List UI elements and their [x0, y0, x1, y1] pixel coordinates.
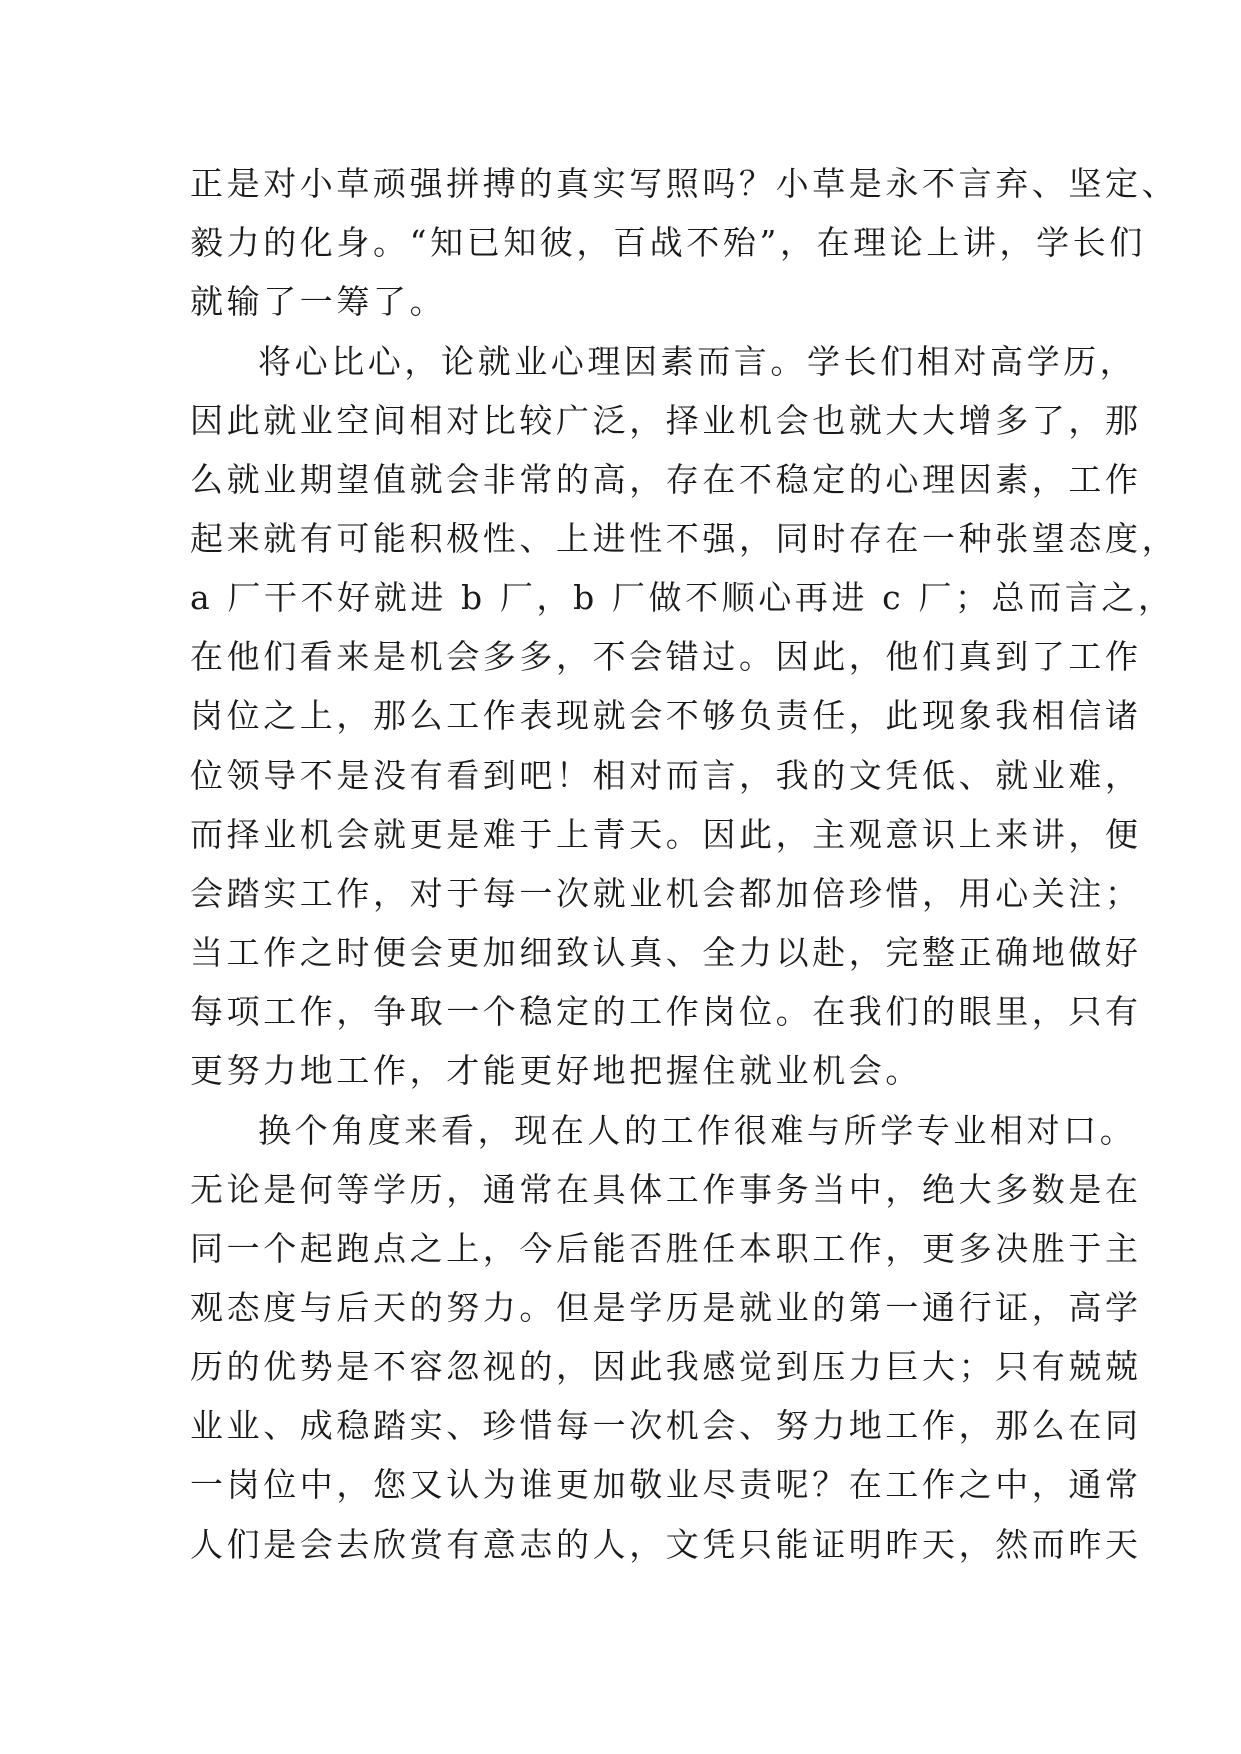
paragraph-first-line: 将心比心，论就业心理因素而言。学长们相对高学历， — [258, 342, 1137, 381]
text-line: 么就业期望值就会非常的高，存在不稳定的心理因素，工作 — [190, 460, 1142, 499]
text-line: 岗位之上，那么工作表现就会不够负责任，此现象我相信诸 — [190, 696, 1142, 735]
text-line: 正是对小草顽强拼搏的真实写照吗？小草是永不言弃、坚定、 — [190, 164, 1179, 203]
text-line: 人们是会去欣赏有意志的人，文凭只能证明昨天，然而昨天 — [190, 1525, 1142, 1564]
text-line: 起来就有可能积极性、上进性不强，同时存在一种张望态度， — [190, 519, 1179, 558]
text-line: 观态度与后天的努力。但是学历是就业的第一通行证，高学 — [190, 1288, 1142, 1327]
text-line: 当工作之时便会更加细致认真、全力以赴，完整正确地做好 — [190, 933, 1142, 972]
text-line: 位领导不是没有看到吧！相对而言，我的文凭低、就业难， — [190, 756, 1142, 795]
text-line: a 厂干不好就进 b 厂，b 厂做不顺心再进 c 厂；总而言之， — [190, 578, 1175, 617]
text-line: 会踏实工作，对于每一次就业机会都加倍珍惜，用心关注； — [190, 874, 1142, 913]
text-line: 业业、成稳踏实、珍惜每一次机会、努力地工作，那么在同 — [190, 1406, 1142, 1445]
text-line: 在他们看来是机会多多，不会错过。因此，他们真到了工作 — [190, 637, 1142, 676]
text-line: 因此就业空间相对比较广泛，择业机会也就大大增多了，那 — [190, 401, 1142, 440]
text-line: 就输了一筹了。 — [190, 282, 447, 321]
text-line: 无论是何等学历，通常在具体工作事务当中，绝大多数是在 — [190, 1170, 1142, 1209]
text-line: 一岗位中，您又认为谁更加敬业尽责呢？在工作之中，通常 — [190, 1465, 1142, 1504]
text-line: 更努力地工作，才能更好地把握住就业机会。 — [190, 1051, 922, 1090]
text-line: 历的优势是不容忽视的，因此我感觉到压力巨大；只有兢兢 — [190, 1347, 1142, 1386]
text-line: 每项工作，争取一个稳定的工作岗位。在我们的眼里，只有 — [190, 992, 1142, 1031]
text-line: 同一个起跑点之上，今后能否胜任本职工作，更多决胜于主 — [190, 1229, 1142, 1268]
text-line: 毅力的化身。“知已知彼，百战不殆”，在理论上讲，学长们 — [190, 223, 1146, 262]
paragraph-first-line: 换个角度来看，现在人的工作很难与所学专业相对口。 — [258, 1111, 1137, 1150]
text-line: 而择业机会就更是难于上青天。因此，主观意识上来讲，便 — [190, 815, 1142, 854]
